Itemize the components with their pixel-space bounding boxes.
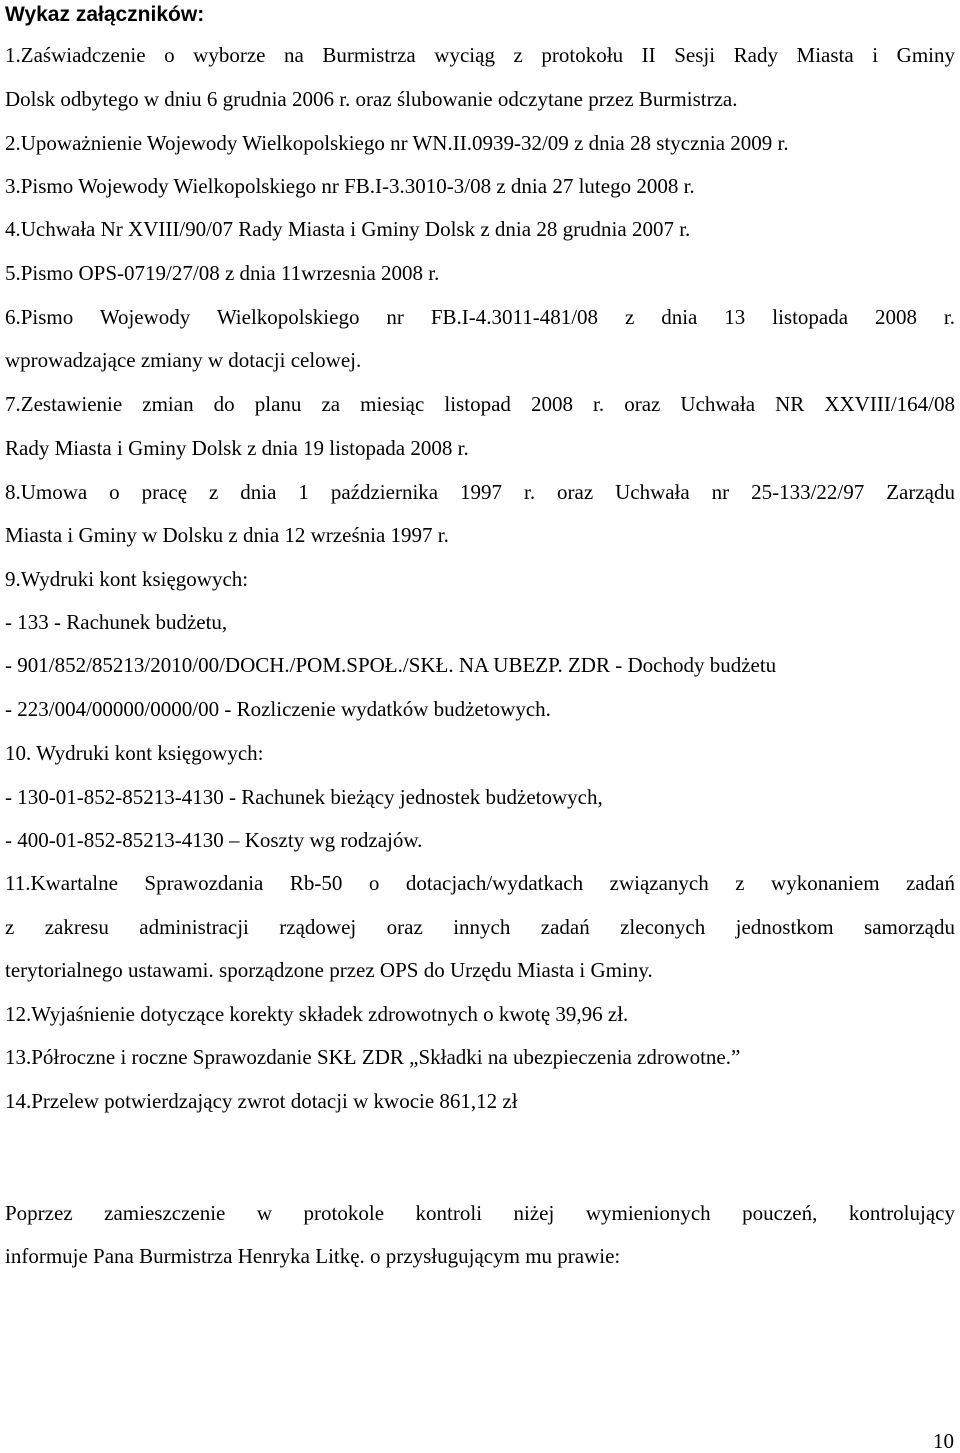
attachment-7-line-1: 7.Zestawienie zmian do planu za miesiąc listopad 2008 r. oraz Uchwała NR XXVIII/164/08	[5, 392, 955, 416]
attachment-2-line-1: 2.Upoważnienie Wojewody Wielkopolskiego nr WN.II.0939-32/09 z dnia 28 stycznia 2009 r.	[5, 131, 789, 155]
attachment-1-line-1: 1.Zaświadczenie o wyborze na Burmistrza wyciąg z protokołu II Sesji Rady Miasta i Gminy	[5, 43, 955, 67]
attachment-3-line-1: 3.Pismo Wojewody Wielkopolskiego nr FB.I-3.3010-3/08 z dnia 27 lutego 2008 r.	[5, 174, 695, 198]
closing-paragraph-line-2: informuje Pana Burmistrza Henryka Litkę. o przysługującym mu prawie:	[5, 1244, 621, 1268]
attachment-8-line-1: 8.Umowa o pracę z dnia 1 października 1997 r. oraz Uchwała nr 25-133/22/97 Zarządu	[5, 480, 955, 504]
attachment-6-line-1: 6.Pismo Wojewody Wielkopolskiego nr FB.I-4.3011-481/08 z dnia 13 listopada 2008 r.	[5, 305, 955, 329]
attachment-5-line-1: 5.Pismo OPS-0719/27/08 z dnia 11wrzesnia 2008 r.	[5, 261, 440, 285]
attachment-9-line-4: - 223/004/00000/0000/00 - Rozliczenie wydatków budżetowych.	[5, 697, 551, 721]
attachment-11-line-3: terytorialnego ustawami. sporządzone przez OPS do Urzędu Miasta i Gminy.	[5, 958, 653, 982]
attachment-11-line-1: 11.Kwartalne Sprawozdania Rb-50 o dotacjach/wydatkach związanych z wykonaniem zadań	[5, 871, 955, 895]
attachment-10-line-2: - 130-01-852-85213-4130 - Rachunek bieżący jednostek budżetowych,	[5, 785, 603, 809]
closing-paragraph-line-1: Poprzez zamieszczenie w protokole kontroli niżej wymienionych pouczeń, kontrolujący	[5, 1201, 955, 1225]
attachment-9-line-2: - 133 - Rachunek budżetu,	[5, 610, 228, 634]
attachment-6-line-2: wprowadzające zmiany w dotacji celowej.	[5, 348, 362, 372]
attachment-11-line-2: z zakresu administracji rządowej oraz innych zadań zleconych jednostkom samorządu	[5, 915, 955, 939]
page-number: 10	[933, 1429, 954, 1453]
attachments-heading: Wykaz załączników:	[5, 3, 205, 26]
attachment-9-line-3: - 901/852/85213/2010/00/DOCH./POM.SPOŁ./SKŁ. NA UBEZP. ZDR - Dochody budżetu	[5, 653, 777, 677]
attachment-4-line-1: 4.Uchwała Nr XVIII/90/07 Rady Miasta i Gminy Dolsk z dnia 28 grudnia 2007 r.	[5, 217, 691, 241]
attachment-10-line-1: 10. Wydruki kont księgowych:	[5, 741, 264, 765]
attachment-1-line-2: Dolsk odbytego w dniu 6 grudnia 2006 r. oraz ślubowanie odczytane przez Burmistrza.	[5, 87, 738, 111]
attachment-14-line-1: 14.Przelew potwierdzający zwrot dotacji w kwocie 861,12 zł	[5, 1089, 518, 1113]
attachment-13-line-1: 13.Półroczne i roczne Sprawozdanie SKŁ ZDR „Składki na ubezpieczenia zdrowotne.”	[5, 1045, 741, 1069]
attachment-8-line-2: Miasta i Gminy w Dolsku z dnia 12 września 1997 r.	[5, 523, 449, 547]
attachment-10-line-3: - 400-01-852-85213-4130 – Koszty wg rodzajów.	[5, 828, 423, 852]
attachment-7-line-2: Rady Miasta i Gminy Dolsk z dnia 19 listopada 2008 r.	[5, 436, 469, 460]
attachment-12-line-1: 12.Wyjaśnienie dotyczące korekty składek zdrowotnych o kwotę 39,96 zł.	[5, 1002, 629, 1026]
attachment-9-line-1: 9.Wydruki kont księgowych:	[5, 567, 249, 591]
